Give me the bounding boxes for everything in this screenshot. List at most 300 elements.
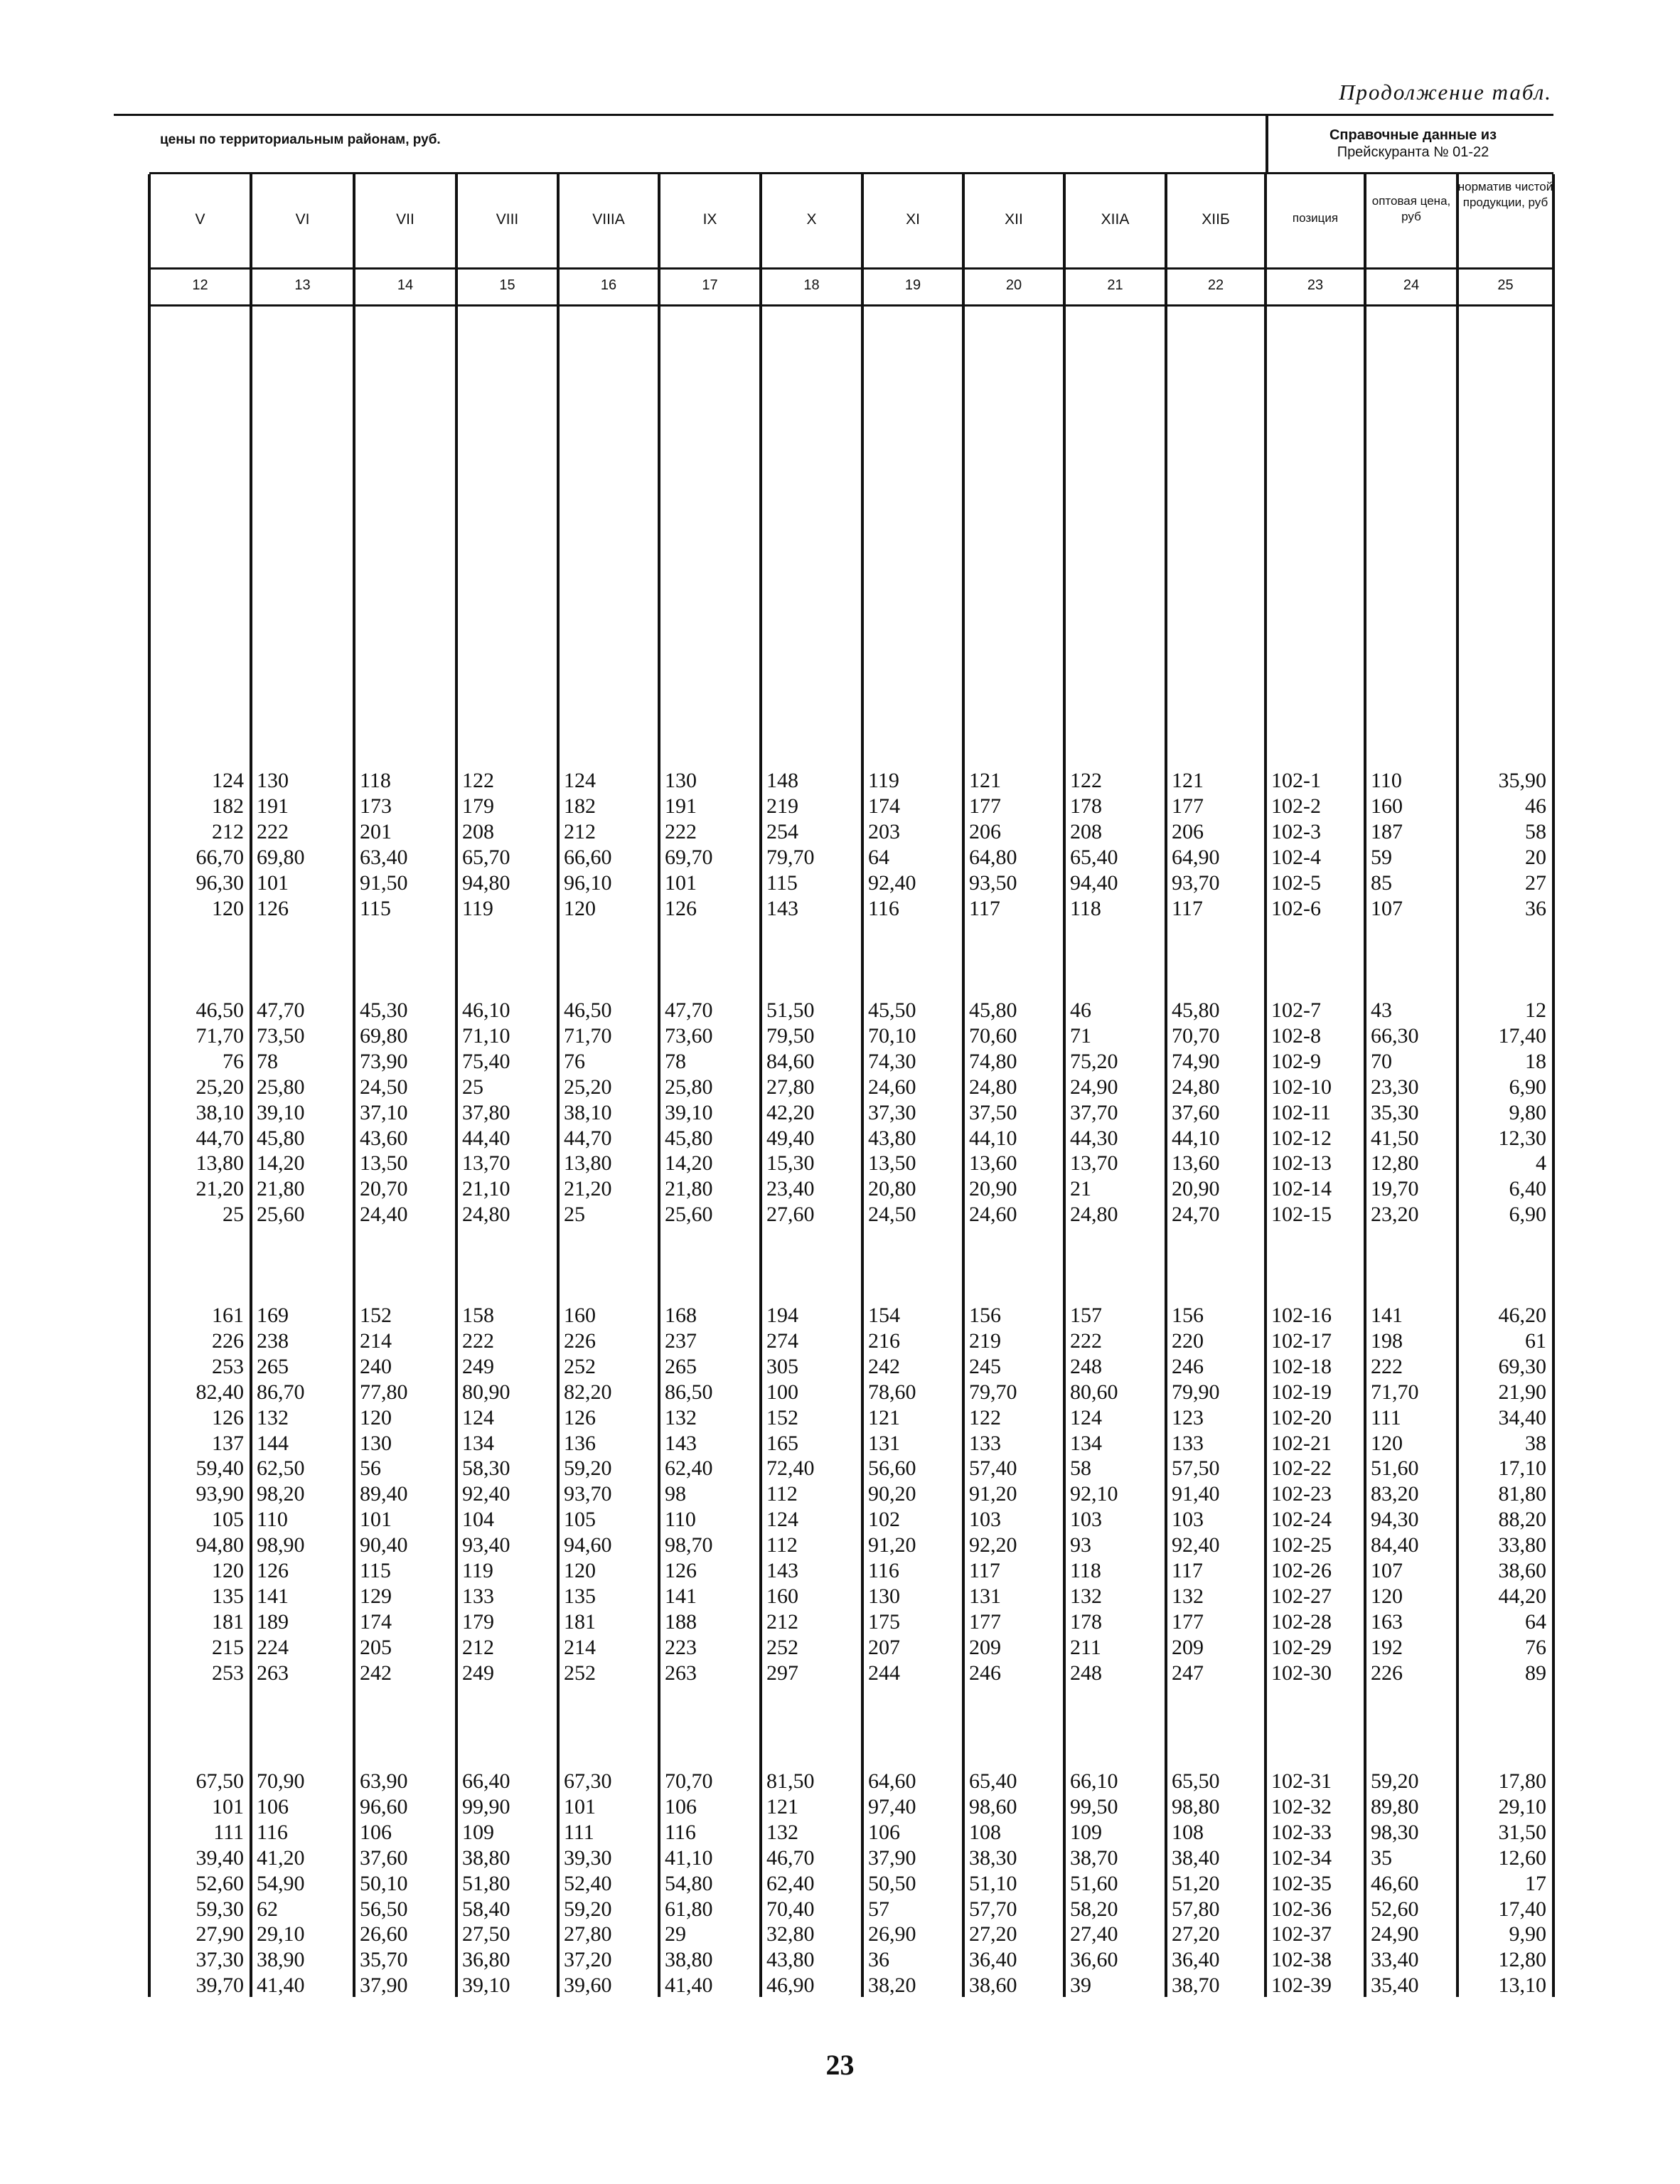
table-cell: 124 — [564, 769, 596, 792]
table-cell: 118 — [360, 769, 391, 792]
table-cell: 120 — [564, 896, 596, 920]
table-cell: 101 — [212, 1794, 244, 1818]
table-cell: 98,20 — [257, 1482, 305, 1506]
table-cell: 246 — [969, 1661, 1001, 1685]
table-cell: 91,40 — [1172, 1482, 1220, 1506]
table-cell: 102-9 — [1271, 1049, 1321, 1073]
table-cell: 117 — [969, 1559, 1000, 1582]
table-cell: 46 — [1525, 794, 1546, 818]
column-header: VI — [295, 211, 310, 228]
table-cell: 39,60 — [564, 1973, 612, 1998]
table-cell: 111 — [564, 1820, 594, 1844]
table-cell: 106 — [665, 1794, 697, 1818]
table-cell: 27,40 — [1070, 1922, 1118, 1946]
table-cell: 21,80 — [257, 1177, 305, 1201]
table-cell: 102-31 — [1271, 1769, 1332, 1793]
column-header: VII — [396, 211, 414, 228]
table-cell: 69,70 — [665, 845, 713, 869]
table-cell: 84,40 — [1371, 1533, 1419, 1557]
table-cell: 103 — [1172, 1508, 1204, 1532]
table-cell: 17 — [1525, 1871, 1546, 1895]
table-cell: 92,40 — [462, 1482, 510, 1506]
table-cell: 27,50 — [462, 1922, 510, 1946]
table-cell: 24,90 — [1070, 1075, 1118, 1099]
table-cell: 24,90 — [1371, 1922, 1419, 1946]
table-cell: 177 — [1172, 794, 1204, 818]
table-cell: 76 — [223, 1049, 244, 1073]
table-cell: 117 — [1172, 896, 1203, 920]
table-cell: 45,80 — [665, 1126, 713, 1150]
table-cell: 66,60 — [564, 845, 612, 869]
table-cell: 39 — [1070, 1973, 1091, 1998]
table-cell: 224 — [257, 1635, 289, 1659]
table-cell: 124 — [1070, 1405, 1102, 1429]
table-cell: 102-6 — [1271, 896, 1321, 920]
table-cell: 38,80 — [462, 1845, 510, 1870]
table-cell: 118 — [1070, 896, 1101, 920]
table-cell: 156 — [969, 1304, 1001, 1327]
table-cell: 45,80 — [1172, 998, 1220, 1022]
table-cell: 12,60 — [1498, 1845, 1546, 1870]
table-cell: 102-24 — [1271, 1508, 1332, 1532]
table-cell: 92,40 — [1172, 1533, 1220, 1557]
column-header: оптовая цена, руб — [1371, 194, 1451, 223]
table-cell: 6,90 — [1509, 1075, 1546, 1099]
table-cell: 191 — [665, 794, 697, 818]
table-cell: 32,80 — [766, 1922, 815, 1946]
column-header: VIII — [496, 211, 519, 228]
table-cell: 27,80 — [564, 1922, 612, 1946]
table-cell: 24,80 — [969, 1075, 1017, 1099]
table-cell: 203 — [868, 819, 900, 843]
table-cell: 116 — [665, 1820, 696, 1844]
table-cell: 178 — [1070, 1609, 1102, 1634]
table-cell: 38,90 — [257, 1948, 305, 1972]
table-cell: 132 — [1172, 1584, 1204, 1608]
table-cell: 226 — [564, 1328, 596, 1353]
table-cell: 254 — [766, 819, 798, 843]
table-cell: 111 — [1371, 1405, 1401, 1429]
table-cell: 214 — [360, 1328, 392, 1353]
table-cell: 152 — [766, 1405, 798, 1429]
table-cell: 39,10 — [665, 1100, 713, 1124]
table-cell: 12,30 — [1498, 1126, 1546, 1150]
table-cell: 160 — [766, 1584, 798, 1608]
table-cell: 74,80 — [969, 1049, 1017, 1073]
table-cell: 96,60 — [360, 1794, 408, 1818]
column-rule — [1364, 174, 1366, 1997]
table-cell: 205 — [360, 1635, 392, 1659]
table-cell: 85 — [1371, 870, 1392, 895]
table-cell: 70,90 — [257, 1769, 305, 1793]
table-cell: 122 — [462, 769, 494, 792]
reference-subtitle: Прейскуранта № 01-22 — [1337, 144, 1489, 160]
table-cell: 102-7 — [1271, 998, 1321, 1022]
table-cell: 25,20 — [564, 1075, 612, 1099]
table-cell: 123 — [1172, 1405, 1204, 1429]
table-cell: 94,60 — [564, 1533, 612, 1557]
table-cell: 246 — [1172, 1354, 1204, 1378]
table-cell: 165 — [766, 1431, 798, 1455]
table-cell: 124 — [212, 769, 244, 792]
table-cell: 248 — [1070, 1661, 1102, 1685]
table-cell: 67,50 — [196, 1769, 244, 1793]
table-cell: 89,80 — [1371, 1794, 1419, 1818]
table-cell: 21,10 — [462, 1177, 510, 1201]
table-cell: 89 — [1525, 1661, 1546, 1685]
table-cell: 43 — [1371, 998, 1392, 1022]
table-cell: 132 — [1070, 1584, 1102, 1608]
table-cell: 102-5 — [1271, 870, 1321, 895]
table-cell: 117 — [1172, 1559, 1203, 1582]
table-cell: 70,70 — [1172, 1023, 1220, 1048]
table-cell: 24,50 — [360, 1075, 408, 1099]
table-cell: 103 — [969, 1508, 1001, 1532]
table-cell: 44,30 — [1070, 1126, 1118, 1150]
table-cell: 219 — [766, 794, 798, 818]
table-cell: 21,20 — [196, 1177, 244, 1201]
table-cell: 238 — [257, 1328, 289, 1353]
table-cell: 98,90 — [257, 1533, 305, 1557]
table-cell: 102-26 — [1271, 1559, 1332, 1582]
table-cell: 36,60 — [1070, 1948, 1118, 1972]
table-cell: 82,40 — [196, 1380, 244, 1404]
table-top-rule — [114, 114, 1553, 116]
column-rule — [759, 174, 762, 1997]
column-rule — [962, 174, 965, 1997]
table-cell: 252 — [766, 1635, 798, 1659]
column-header: V — [195, 211, 205, 228]
table-cell: 62,50 — [257, 1456, 305, 1481]
table-cell: 130 — [257, 769, 289, 792]
table-cell: 64 — [1525, 1609, 1546, 1634]
table-cell: 20,70 — [360, 1177, 408, 1201]
column-header: XII — [1005, 211, 1023, 228]
table-cell: 15,30 — [766, 1151, 815, 1176]
table-cell: 102-13 — [1271, 1151, 1332, 1176]
table-cell: 64,60 — [868, 1769, 916, 1793]
table-cell: 208 — [1070, 819, 1102, 843]
table-cell: 265 — [665, 1354, 697, 1378]
table-cell: 242 — [360, 1661, 392, 1685]
table-cell: 36,80 — [462, 1948, 510, 1972]
table-cell: 33,80 — [1498, 1533, 1546, 1557]
table-cell: 143 — [766, 1559, 798, 1582]
table-cell: 132 — [766, 1820, 798, 1844]
header-group-prices: цены по территориальным районам, руб. — [160, 132, 441, 147]
table-cell: 143 — [766, 896, 798, 920]
table-cell: 107 — [1371, 896, 1403, 920]
table-cell: 13,80 — [196, 1151, 244, 1176]
table-cell: 98,30 — [1371, 1820, 1419, 1844]
table-cell: 101 — [564, 1794, 596, 1818]
table-cell: 36 — [1525, 896, 1546, 920]
table-cell: 252 — [564, 1354, 596, 1378]
column-number: 22 — [1207, 277, 1224, 293]
column-numbers-rule — [149, 304, 1553, 307]
table-cell: 99,50 — [1070, 1794, 1118, 1818]
table-cell: 52,60 — [1371, 1897, 1419, 1921]
table-cell: 12,80 — [1498, 1948, 1546, 1972]
table-cell: 62,40 — [665, 1456, 713, 1481]
table-cell: 148 — [766, 769, 798, 792]
table-cell: 188 — [665, 1609, 697, 1634]
table-cell: 50,10 — [360, 1871, 408, 1895]
table-cell: 71,70 — [1371, 1380, 1419, 1404]
column-header: IX — [702, 211, 717, 228]
table-cell: 141 — [665, 1584, 697, 1608]
table-cell: 46,70 — [766, 1845, 815, 1870]
table-cell: 134 — [462, 1431, 494, 1455]
table-cell: 76 — [1525, 1635, 1546, 1659]
table-cell: 124 — [766, 1508, 798, 1532]
table-cell: 33,40 — [1371, 1948, 1419, 1972]
table-cell: 263 — [665, 1661, 697, 1685]
table-cell: 39,10 — [257, 1100, 305, 1124]
table-cell: 136 — [564, 1431, 596, 1455]
table-cell: 6,90 — [1509, 1203, 1546, 1227]
table-cell: 78,60 — [868, 1380, 916, 1404]
table-cell: 38,60 — [1498, 1559, 1546, 1582]
table-cell: 106 — [257, 1794, 289, 1818]
table-cell: 41,40 — [665, 1973, 713, 1998]
table-cell: 158 — [462, 1304, 494, 1327]
table-cell: 92,10 — [1070, 1482, 1118, 1506]
table-cell: 237 — [665, 1328, 697, 1353]
table-cell: 100 — [766, 1380, 798, 1404]
table-cell: 35,30 — [1371, 1100, 1419, 1124]
column-number: 19 — [904, 277, 921, 293]
table-cell: 94,40 — [1070, 870, 1118, 895]
table-cell: 58 — [1525, 819, 1546, 843]
table-cell: 122 — [969, 1405, 1001, 1429]
table-cell: 144 — [257, 1431, 289, 1455]
table-cell: 46,60 — [1371, 1871, 1419, 1895]
table-cell: 27 — [1525, 870, 1546, 895]
table-cell: 79,50 — [766, 1023, 815, 1048]
table-cell: 70,60 — [969, 1023, 1017, 1048]
table-cell: 110 — [257, 1508, 288, 1532]
table-cell: 73,60 — [665, 1023, 713, 1048]
table-cell: 61 — [1525, 1328, 1546, 1353]
table-cell: 102-10 — [1271, 1075, 1332, 1099]
table-cell: 62 — [257, 1897, 278, 1921]
table-cell: 35,90 — [1498, 769, 1546, 792]
table-cell: 98 — [665, 1482, 686, 1506]
table-cell: 201 — [360, 819, 392, 843]
table-cell: 13,60 — [969, 1151, 1017, 1176]
table-cell: 45,30 — [360, 998, 408, 1022]
table-cell: 44,10 — [969, 1126, 1017, 1150]
table-cell: 38,80 — [665, 1948, 713, 1972]
table-cell: 94,80 — [462, 870, 510, 895]
table-cell: 245 — [969, 1354, 1001, 1378]
table-cell: 37,70 — [1070, 1100, 1118, 1124]
table-cell: 79,90 — [1172, 1380, 1220, 1404]
table-cell: 102-19 — [1271, 1380, 1332, 1404]
table-cell: 305 — [766, 1354, 798, 1378]
table-cell: 102-4 — [1271, 845, 1321, 869]
table-cell: 92,20 — [969, 1533, 1017, 1557]
column-number: 23 — [1307, 277, 1324, 293]
table-cell: 90,40 — [360, 1533, 408, 1557]
table-cell: 206 — [969, 819, 1001, 843]
table-cell: 58,40 — [462, 1897, 510, 1921]
table-cell: 102-37 — [1271, 1922, 1332, 1946]
table-cell: 27,20 — [969, 1922, 1017, 1946]
table-cell: 102-1 — [1271, 769, 1321, 792]
table-cell: 64 — [868, 845, 889, 869]
table-cell: 27,90 — [196, 1922, 244, 1946]
table-cell: 37,30 — [196, 1948, 244, 1972]
table-cell: 37,60 — [1172, 1100, 1220, 1124]
table-cell: 21 — [1070, 1177, 1091, 1201]
column-rule — [557, 174, 560, 1997]
continuation-title: Продолжение табл. — [1339, 80, 1552, 105]
table-cell: 79,70 — [969, 1380, 1017, 1404]
table-cell: 59,40 — [196, 1456, 244, 1481]
table-cell: 29 — [665, 1922, 686, 1946]
column-number: 21 — [1107, 277, 1123, 293]
table-cell: 122 — [1070, 769, 1102, 792]
table-cell: 24,80 — [1070, 1203, 1118, 1227]
table-cell: 38,40 — [1172, 1845, 1220, 1870]
table-cell: 102-11 — [1271, 1100, 1331, 1124]
table-cell: 46,50 — [196, 998, 244, 1022]
column-rule — [455, 174, 458, 1997]
table-cell: 25,60 — [257, 1203, 305, 1227]
table-cell: 126 — [665, 1559, 697, 1582]
table-cell: 51,50 — [766, 998, 815, 1022]
table-cell: 120 — [212, 896, 244, 920]
table-cell: 25,20 — [196, 1075, 244, 1099]
table-cell: 37,30 — [868, 1100, 916, 1124]
table-cell: 133 — [462, 1584, 494, 1608]
table-cell: 46,10 — [462, 998, 510, 1022]
table-cell: 37,90 — [360, 1973, 408, 1998]
table-cell: 79,70 — [766, 845, 815, 869]
table-cell: 74,30 — [868, 1049, 916, 1073]
table-cell: 115 — [360, 896, 391, 920]
table-cell: 182 — [212, 794, 244, 818]
column-number: 13 — [294, 277, 311, 293]
table-cell: 215 — [212, 1635, 244, 1659]
table-cell: 69,80 — [360, 1023, 408, 1048]
table-cell: 31,50 — [1498, 1820, 1546, 1844]
column-number: 16 — [600, 277, 617, 293]
table-cell: 212 — [462, 1635, 494, 1659]
table-cell: 247 — [1172, 1661, 1204, 1685]
table-cell: 65,40 — [1070, 845, 1118, 869]
table-cell: 112 — [766, 1482, 798, 1506]
table-cell: 25 — [223, 1203, 244, 1227]
table-cell: 106 — [360, 1820, 392, 1844]
table-cell: 156 — [1172, 1304, 1204, 1327]
table-cell: 21,90 — [1498, 1380, 1546, 1404]
table-cell: 59,20 — [564, 1897, 612, 1921]
table-cell: 93,70 — [1172, 870, 1220, 895]
table-cell: 50,50 — [868, 1871, 916, 1895]
table-cell: 143 — [665, 1431, 697, 1455]
table-cell: 29,10 — [257, 1922, 305, 1946]
table-cell: 102 — [868, 1508, 900, 1532]
table-cell: 19,70 — [1371, 1177, 1419, 1201]
table-cell: 44,70 — [564, 1126, 612, 1150]
column-rule — [658, 174, 660, 1997]
table-cell: 105 — [212, 1508, 244, 1532]
table-cell: 63,40 — [360, 845, 408, 869]
table-cell: 35,70 — [360, 1948, 408, 1972]
table-cell: 25,80 — [665, 1075, 713, 1099]
table-cell: 152 — [360, 1304, 392, 1327]
table-cell: 6,40 — [1509, 1177, 1546, 1201]
table-cell: 70,70 — [665, 1769, 713, 1793]
column-number: 12 — [192, 277, 208, 293]
table-cell: 248 — [1070, 1354, 1102, 1378]
table-cell: 102-12 — [1271, 1126, 1332, 1150]
header-group-reference — [1269, 127, 1557, 161]
table-cell: 39,40 — [196, 1845, 244, 1870]
table-cell: 24,80 — [462, 1203, 510, 1227]
table-cell: 89,40 — [360, 1482, 408, 1506]
table-cell: 103 — [1070, 1508, 1102, 1532]
table-cell: 39,70 — [196, 1973, 244, 1998]
table-cell: 45,50 — [868, 998, 916, 1022]
table-cell: 74,90 — [1172, 1049, 1220, 1073]
table-cell: 175 — [868, 1609, 900, 1634]
table-cell: 274 — [766, 1328, 798, 1353]
table-cell: 91,50 — [360, 870, 408, 895]
table-cell: 119 — [462, 896, 493, 920]
table-cell: 135 — [212, 1584, 244, 1608]
table-cell: 44,70 — [196, 1126, 244, 1150]
table-cell: 102-17 — [1271, 1328, 1332, 1353]
column-number: 14 — [397, 277, 414, 293]
table-cell: 47,70 — [257, 998, 305, 1022]
table-cell: 75,40 — [462, 1049, 510, 1073]
column-header: XIIА — [1101, 211, 1130, 228]
table-cell: 51,20 — [1172, 1871, 1220, 1895]
table-cell: 219 — [969, 1328, 1001, 1353]
table-cell: 70,10 — [868, 1023, 916, 1048]
column-rule — [1165, 174, 1167, 1997]
table-cell: 35,40 — [1371, 1973, 1419, 1998]
table-cell: 115 — [360, 1559, 391, 1582]
table-cell: 24,60 — [969, 1203, 1017, 1227]
reference-title: Справочные данные из — [1329, 127, 1497, 143]
table-cell: 37,80 — [462, 1100, 510, 1124]
table-cell: 86,70 — [257, 1380, 305, 1404]
table-cell: 102-38 — [1271, 1948, 1332, 1972]
table-cell: 9,80 — [1509, 1100, 1546, 1124]
table-cell: 93,90 — [196, 1482, 244, 1506]
table-cell: 25 — [462, 1075, 483, 1099]
table-cell: 265 — [257, 1354, 289, 1378]
table-cell: 222 — [1371, 1354, 1403, 1378]
table-cell: 102-33 — [1271, 1820, 1332, 1844]
table-cell: 17,10 — [1498, 1456, 1546, 1481]
table-cell: 102-21 — [1271, 1431, 1332, 1455]
table-cell: 212 — [766, 1609, 798, 1634]
table-cell: 46,50 — [564, 998, 612, 1022]
column-number: 25 — [1497, 277, 1514, 293]
table-cell: 69,80 — [257, 845, 305, 869]
table-cell: 109 — [462, 1820, 494, 1844]
table-cell: 112 — [766, 1533, 798, 1557]
table-cell: 20,80 — [868, 1177, 916, 1201]
table-cell: 102-23 — [1271, 1482, 1332, 1506]
table-cell: 226 — [1371, 1661, 1403, 1685]
